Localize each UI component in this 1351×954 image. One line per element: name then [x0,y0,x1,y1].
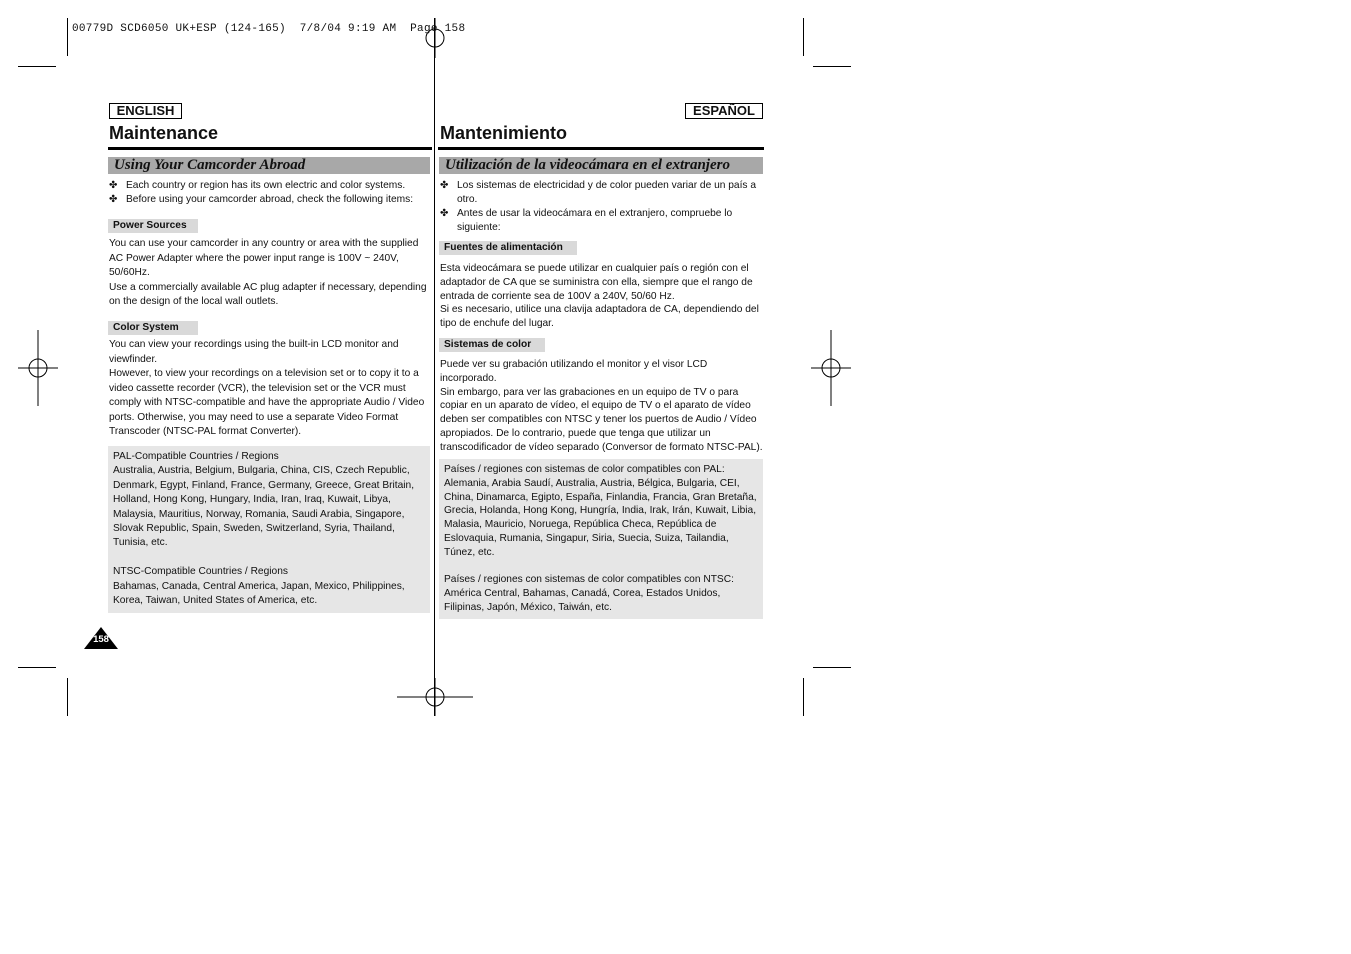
crop-mark [803,18,804,56]
page-title-english: Maintenance [109,123,219,143]
country-list-box-english: PAL-Compatible Countries / Regions Australia, Austria, Belgium, Bulgaria, China, CIS, Czech Republic, Denmark, Egypt, Finland, France, Germany, Greece, Great Britain, Holland, Hong Kong, Hungary, India, Iran, Iraq, Kuwait, Libya, Malaysia, Mauritius, Norway, Romania, Saudi Arabia, Singapore, Slovak Republic, Spain, Sweden, Switzerland, Syria, Thailand, Tunisia, etc. NTSC-Compatible Countries / Regions Bahamas, Canada, Central America, Japan, Mexico, Philippines, Korea, Taiwan, United States of America, etc. [108,446,430,613]
subheading-power-sources: Fuentes de alimentación [439,241,577,255]
crop-mark [67,18,68,56]
bullet-list-english [109,179,429,207]
bullet-icon: ✤ [109,180,118,191]
crop-mark [67,678,68,716]
section-bar-spanish [439,157,763,174]
subheading-power-sources: Power Sources [108,219,198,233]
registration-crosshair-icon [811,330,851,406]
paragraph-power-sources: Esta videocámara se puede utilizar en cualquier país o región con el adaptador de CA que se suministra con ella, siempre que el rango de entrada de corriente sea de 100V a 240V, 50/60 Hz. Si es necesario, utilice una clavija adaptadora de CA, dependiendo del tipo de enchufe del lugar. [440,263,759,330]
page-title-spanish: Mantenimiento [440,123,568,143]
title-rule [438,147,764,150]
list-item: ✤ Each country or region has its own electric and color systems. [109,180,406,191]
crop-mark [803,678,804,716]
paragraph-color-system: You can view your recordings using the built-in LCD monitor and viewfinder. However, to view your recordings on a television set or to copy it to a video cassette recorder (VCR), the television set or the VCR must comply with NTSC-compatible and have the appropriate Audio / Video ports. Otherwise, you may need to use a separate Video Format Transcoder (NTSC-PAL format Converter). [109,339,425,437]
list-item: ✤ Before using your camcorder abroad, check the following items: [109,194,414,205]
page-number: 158 [93,634,109,645]
bullet-icon: ✤ [440,208,449,219]
bullet-icon: ✤ [109,194,118,205]
crop-mark [813,66,851,67]
paragraph-color-system: Puede ver su grabación utilizando el monitor y el visor LCD incorporado. Sin embargo, para ver las grabaciones en un equipo de TV o para copiar en un aparato de vídeo, el equipo de TV o el aparato de vídeo deben ser compatibles con NTSC y tener los puertos de Audio / Vídeo apropiados. De lo contrario, puede que tenga que utilizar un transcodificador de vídeo separado (Conversor de formato NTSC-PAL). [440,359,763,453]
center-fold-line [434,18,435,716]
country-list-box-spanish: Países / regiones con sistemas de color compatibles con PAL: Alemania, Arabia Saudí, Australia, Austria, Bélgica, Bulgaria, CEI, China, Dinamarca, Egipto, España, Finlandia, Francia, Gran Bretaña, Grecia, Holanda, Hong Kong, Hungría, India, Irak, Irán, Kuwait, Libia, Malasia, Mauricio, Noruega, República Checa, República de Eslovaquia, Rumania, Singapur, Siria, Suecia, Suiza, Tailandia, Túnez, etc. Países / regiones con sistemas de color compatibles con NTSC: América Central, Bahamas, Canadá, Corea, Estados Unidos, Filipinas, Japón, México, Taiwán, etc. [439,459,763,619]
crop-mark [18,66,56,67]
registration-crosshair-icon [397,678,473,716]
crop-mark [813,667,851,668]
bullet-list-spanish [440,179,763,235]
registration-crosshair-icon [18,330,58,406]
print-header: 00779D SCD6050 UK+ESP (124-165) 7/8/04 9:19 AM Page 158 [72,23,466,35]
crop-mark [18,667,56,668]
section-title: Using Your Camcorder Abroad [114,157,306,173]
list-item: ✤ Antes de usar la videocámara en el extranjero, compruebe lo siguiente: [440,208,733,233]
title-rule [108,147,432,150]
paragraph-power-sources: You can use your camcorder in any country or area with the supplied AC Power Adapter where the power input range is 100V ~ 240V, 50/60Hz. Use a commercially available AC plug adapter if necessary, depending on the design of the local wall outlets. [109,238,427,307]
subheading-color-system: Sistemas de color [439,338,545,352]
list-item: ✤ Los sistemas de electricidad y de color pueden variar de un país a otro. [440,180,757,205]
language-tag-spanish: ESPAÑOL [685,103,763,119]
language-tag-english: ENGLISH [109,103,182,119]
section-title: Utilización de la videocámara en el extranjero [445,157,730,173]
bullet-icon: ✤ [440,180,449,191]
section-bar-english [108,157,430,174]
subheading-color-system: Color System [108,321,198,335]
